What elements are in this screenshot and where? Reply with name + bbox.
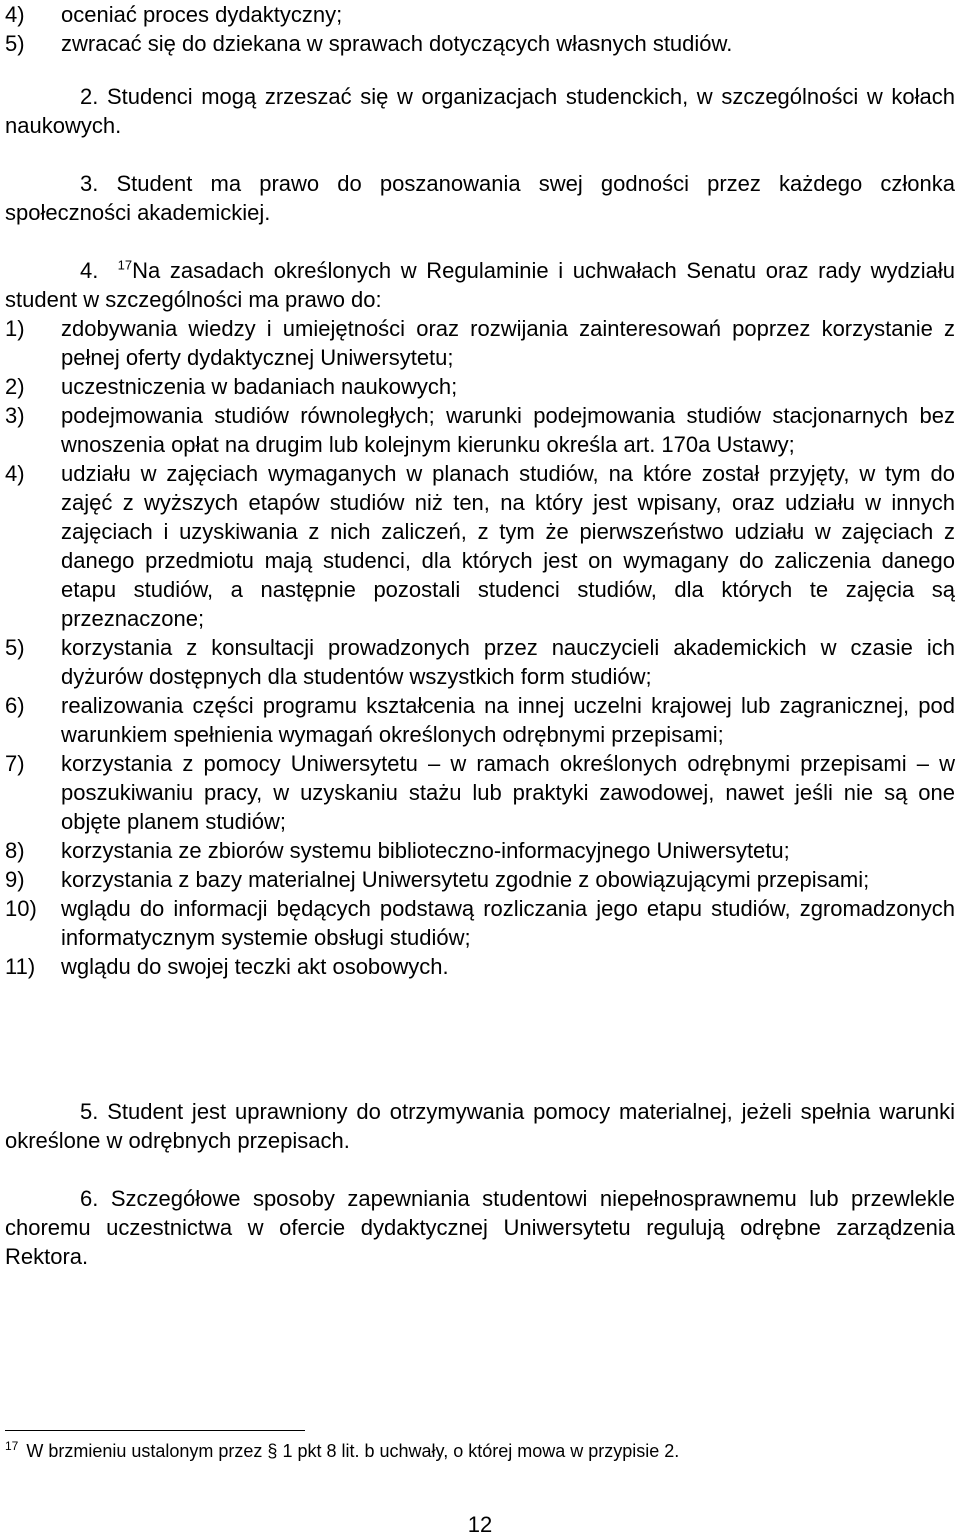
item-number: 3)	[5, 403, 25, 428]
list-item	[5, 952, 955, 981]
footnote-ref: 17	[117, 257, 133, 273]
list-item	[5, 314, 955, 372]
item-number: 1)	[5, 316, 25, 341]
paragraph-4	[5, 256, 955, 314]
item-text: korzystania ze zbiorów systemu biblioteczno-informacyjnego Uniwersytetu;	[61, 838, 790, 863]
list-item	[5, 836, 955, 865]
item-number: 9)	[5, 867, 25, 892]
item-text: udziału w zajęciach wymaganych w planach studiów, na które został przyjęty, w tym do zajęć z wyższych etapów studiów niż ten, na który jest wpisany, oraz udziału w innych zajęciach i uzyskiwania z nich zaliczeń, z tym że pierwszeństwo udziału w zajęciach z danego przedmiotu mają studenci, dla których jest on wymagany do zaliczenia danego etapu studiów, a następnie pozostali studenci studiów, dla których te zajęcia są przeznaczone;	[61, 461, 955, 631]
item-text: wglądu do swojej teczki akt osobowych.	[61, 954, 449, 979]
rights-list	[5, 314, 955, 981]
item-number: 8)	[5, 838, 25, 863]
item-text: wglądu do informacji będących podstawą rozliczania jego etapu studiów, zgromadzonych informatycznym systemie obsługi studiów;	[61, 896, 955, 950]
footnote	[5, 1440, 679, 1462]
item-text: korzystania z bazy materialnej Uniwersytetu zgodnie z obowiązującymi przepisami;	[61, 867, 870, 892]
item-number: 4)	[5, 2, 25, 27]
page-number: 12	[467, 1512, 493, 1537]
item-text: oceniać proces dydaktyczny;	[61, 2, 343, 27]
paragraph-5: 5. Student jest uprawniony do otrzymywania pomocy materialnej, jeżeli spełnia warunki określone w odrębnych przepisach.	[5, 1099, 955, 1153]
item-number: 5)	[5, 635, 25, 660]
list-item	[5, 749, 955, 836]
list-item	[5, 894, 955, 952]
list-item	[5, 691, 955, 749]
top-items	[5, 0, 955, 58]
item-text: uczestniczenia w badaniach naukowych;	[61, 374, 458, 399]
item-text: zwracać się do dziekana w sprawach dotyczących własnych studiów.	[61, 31, 733, 56]
item-number: 4)	[5, 461, 25, 486]
list-item	[5, 633, 955, 691]
item-number: 7)	[5, 751, 25, 776]
item-number: 2)	[5, 374, 25, 399]
item-text: podejmowania studiów równoległych; warunki podejmowania studiów stacjonarnych bez wnoszenia opłat na drugim lub kolejnym kierunku określa art. 170a Ustawy;	[61, 403, 955, 457]
item-text: zdobywania wiedzy i umiejętności oraz rozwijania zainteresowań poprzez korzystanie z pełnej oferty dydaktycznej Uniwersytetu;	[61, 316, 955, 370]
item-number: 10)	[5, 896, 37, 921]
item-number: 6)	[5, 693, 25, 718]
paragraph-4-text: Na zasadach określonych w Regulaminie i uchwałach Senatu oraz rady wydziału student w szczególności ma prawo do:	[5, 258, 955, 312]
list-item	[5, 865, 955, 894]
footnote-separator	[5, 1430, 305, 1431]
paragraph-6: 6. Szczegółowe sposoby zapewniania studentowi niepełnosprawnemu lub przewlekle choremu uczestnictwa w ofercie dydaktycznej Uniwersytetu regulują odrębne zarządzenia Rektora.	[5, 1186, 955, 1269]
list-item	[5, 459, 955, 633]
item-number: 5)	[5, 31, 25, 56]
paragraph-2: 2. Studenci mogą zrzeszać się w organizacjach studenckich, w szczególności w kołach naukowych.	[5, 84, 955, 138]
item-text: korzystania z konsultacji prowadzonych przez nauczycieli akademickich w czasie ich dyżurów dostępnych dla studentów wszystkich form studiów;	[61, 635, 955, 689]
footnote-text: W brzmieniu ustalonym przez § 1 pkt 8 lit. b uchwały, o której mowa w przypisie 2.	[26, 1441, 680, 1461]
list-item	[5, 0, 955, 29]
item-text: realizowania części programu kształcenia na innej uczelni krajowej lub zagranicznej, pod warunkiem spełnienia wymagań określonych odrębnymi przepisami;	[61, 693, 955, 747]
paragraph-3: 3. Student ma prawo do poszanowania swej godności przez każdego członka społeczności akademickiej.	[5, 171, 955, 225]
item-text: korzystania z pomocy Uniwersytetu – w ramach określonych odrębnymi przepisami – w poszukiwaniu pracy, w uzyskaniu stażu lub praktyki zawodowej, nawet jeśli nie są one objęte planem studiów;	[61, 751, 955, 834]
item-number: 11)	[5, 954, 36, 979]
footnote-number: 17	[5, 1439, 19, 1453]
list-item	[5, 372, 955, 401]
list-item	[5, 401, 955, 459]
paragraph-4-number: 4.	[80, 258, 99, 283]
list-item	[5, 29, 955, 58]
